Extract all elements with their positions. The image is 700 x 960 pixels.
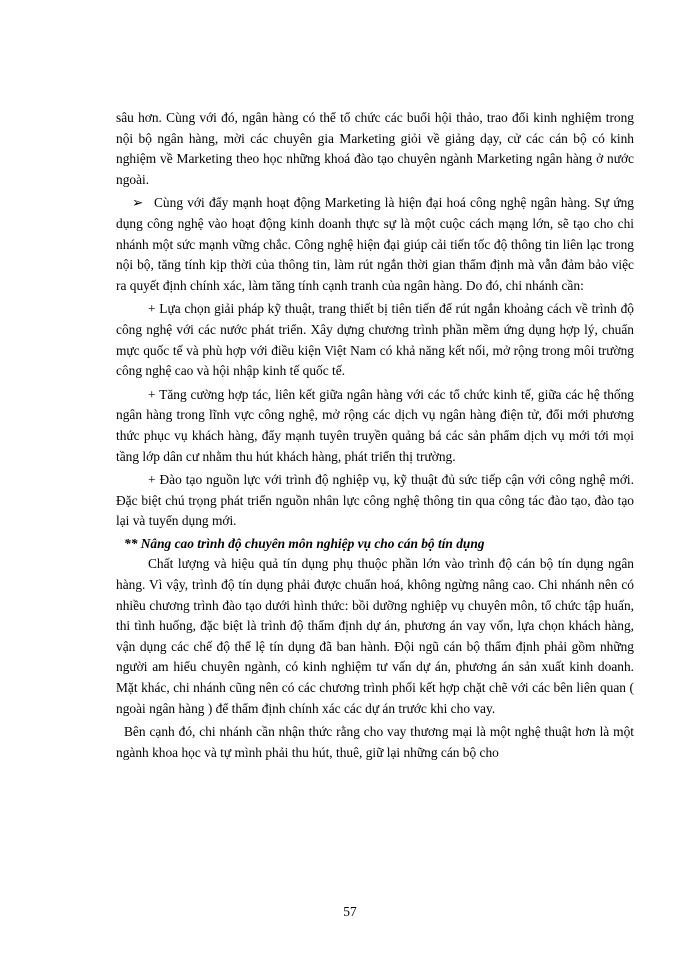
paragraph-technology-modernization (116, 193, 634, 296)
paragraph-technical-solutions: + Lựa chọn giải pháp kỹ thuật, trang thiết bị tiên tiến để rút ngắn khoảng cách về trình độ công nghệ với các nước phát triển. Xây dựng chương trình phần mềm ứng dụng hợp lý, chuẩn mực quốc tế và phù hợp với điều kiện Việt Nam có khả năng kết nối, mở rộng trong môi trường công nghệ cao và hội nhập kinh tế quốc tế. (116, 301, 634, 379)
paragraph-human-resources: + Đào tạo nguồn lực với trình độ nghiệp vụ, kỹ thuật đủ sức tiếp cận với công nghệ mới. Đặc biệt chú trọng phát triển nguồn nhân lực công nghệ thông tin qua công tác đào tạo, đào tạo lại và tuyển dụng mới. (116, 472, 634, 529)
section-heading-credit-staff: ** Nâng cao trình độ chuyên môn nghiệp vụ cho cán bộ tín dụng (124, 535, 485, 551)
paragraph-technology-text: Cùng với đẩy mạnh hoạt động Marketing là hiện đại hoá công nghệ ngân hàng. Sự ứng dụng công nghệ vào hoạt động kinh doanh thực sự là một cuộc cách mạng lớn, sẽ tạo cho chi nhánh một sức mạnh vững chắc. Công nghệ hiện đại giúp cải tiến tốc độ thông tin liên lạc trong nội bộ, tăng tính kịp thời của thông tin, làm rút ngắn thời gian thẩm định mà vẫn đảm bảo việc ra quyết định chính xác, làm tăng tính cạnh tranh của ngân hàng. Do đó, chi nhánh cần: (116, 195, 634, 293)
document-body (116, 108, 634, 763)
paragraph-marketing-training: sâu hơn. Cùng với đó, ngân hàng có thể tổ chức các buổi hội thảo, trao đổi kinh nghiệm trong nội bộ ngân hàng, mời các chuyên gia Marketing giỏi về giảng dạy, cử các cán bộ có kinh nghiệm về Marketing theo học những khoá đào tạo chuyên ngành Marketing ngân hàng ở nước ngoài. (116, 110, 634, 187)
paragraph-cooperation: + Tăng cường hợp tác, liên kết giữa ngân hàng với các tổ chức kinh tế, giữa các hệ thống ngân hàng trong lĩnh vực công nghệ, mở rộng các dịch vụ ngân hàng điện tử, đổi mới phương thức phục vụ khách hàng, đẩy mạnh tuyên truyền quảng bá các sản phẩm dịch vụ mới tới mọi tầng lớp dân cư nhằm thu hút khách hàng, phát triển thị trường. (116, 386, 634, 464)
paragraph-commercial-lending: Bên cạnh đó, chi nhánh cần nhận thức rằng cho vay thương mại là một nghệ thuật hơn là một ngành khoa học và tự mình phải thu hút, thuê, giữ lại những cán bộ cho (116, 724, 634, 760)
arrow-bullet-icon: ➢ (132, 195, 144, 211)
paragraph-credit-quality: Chất lượng và hiệu quả tín dụng phụ thuộc phần lớn vào trình độ cán bộ tín dụng ngân hàng. Vì vậy, trình độ tín dụng phải được chuẩn hoá, không ngừng nâng cao. Chi nhánh nên có nhiều chương trình đào tạo dưới hình thức: bồi dưỡng nghiệp vụ chuyên môn, tổ chức tập huấn, thi tình huống, đặc biệt là trình độ thẩm định dự án, phương án vay vốn, lựa chọn khách hàng, vận dụng các chế độ thể lệ tín dụng đã ban hành. Đội ngũ cán bộ thẩm định phải gồm những người am hiểu chuyên ngành, có kinh nghiệm tư vấn dự án, phương án sản xuất kinh doanh. Mặt khác, chi nhánh cũng nên có các chương trình phối kết hợp chặt chẽ với các bên liên quan ( ngoài ngân hàng ) để thẩm định chính xác các dự án trước khi cho vay. (116, 556, 634, 716)
page-number: 57 (343, 904, 357, 919)
